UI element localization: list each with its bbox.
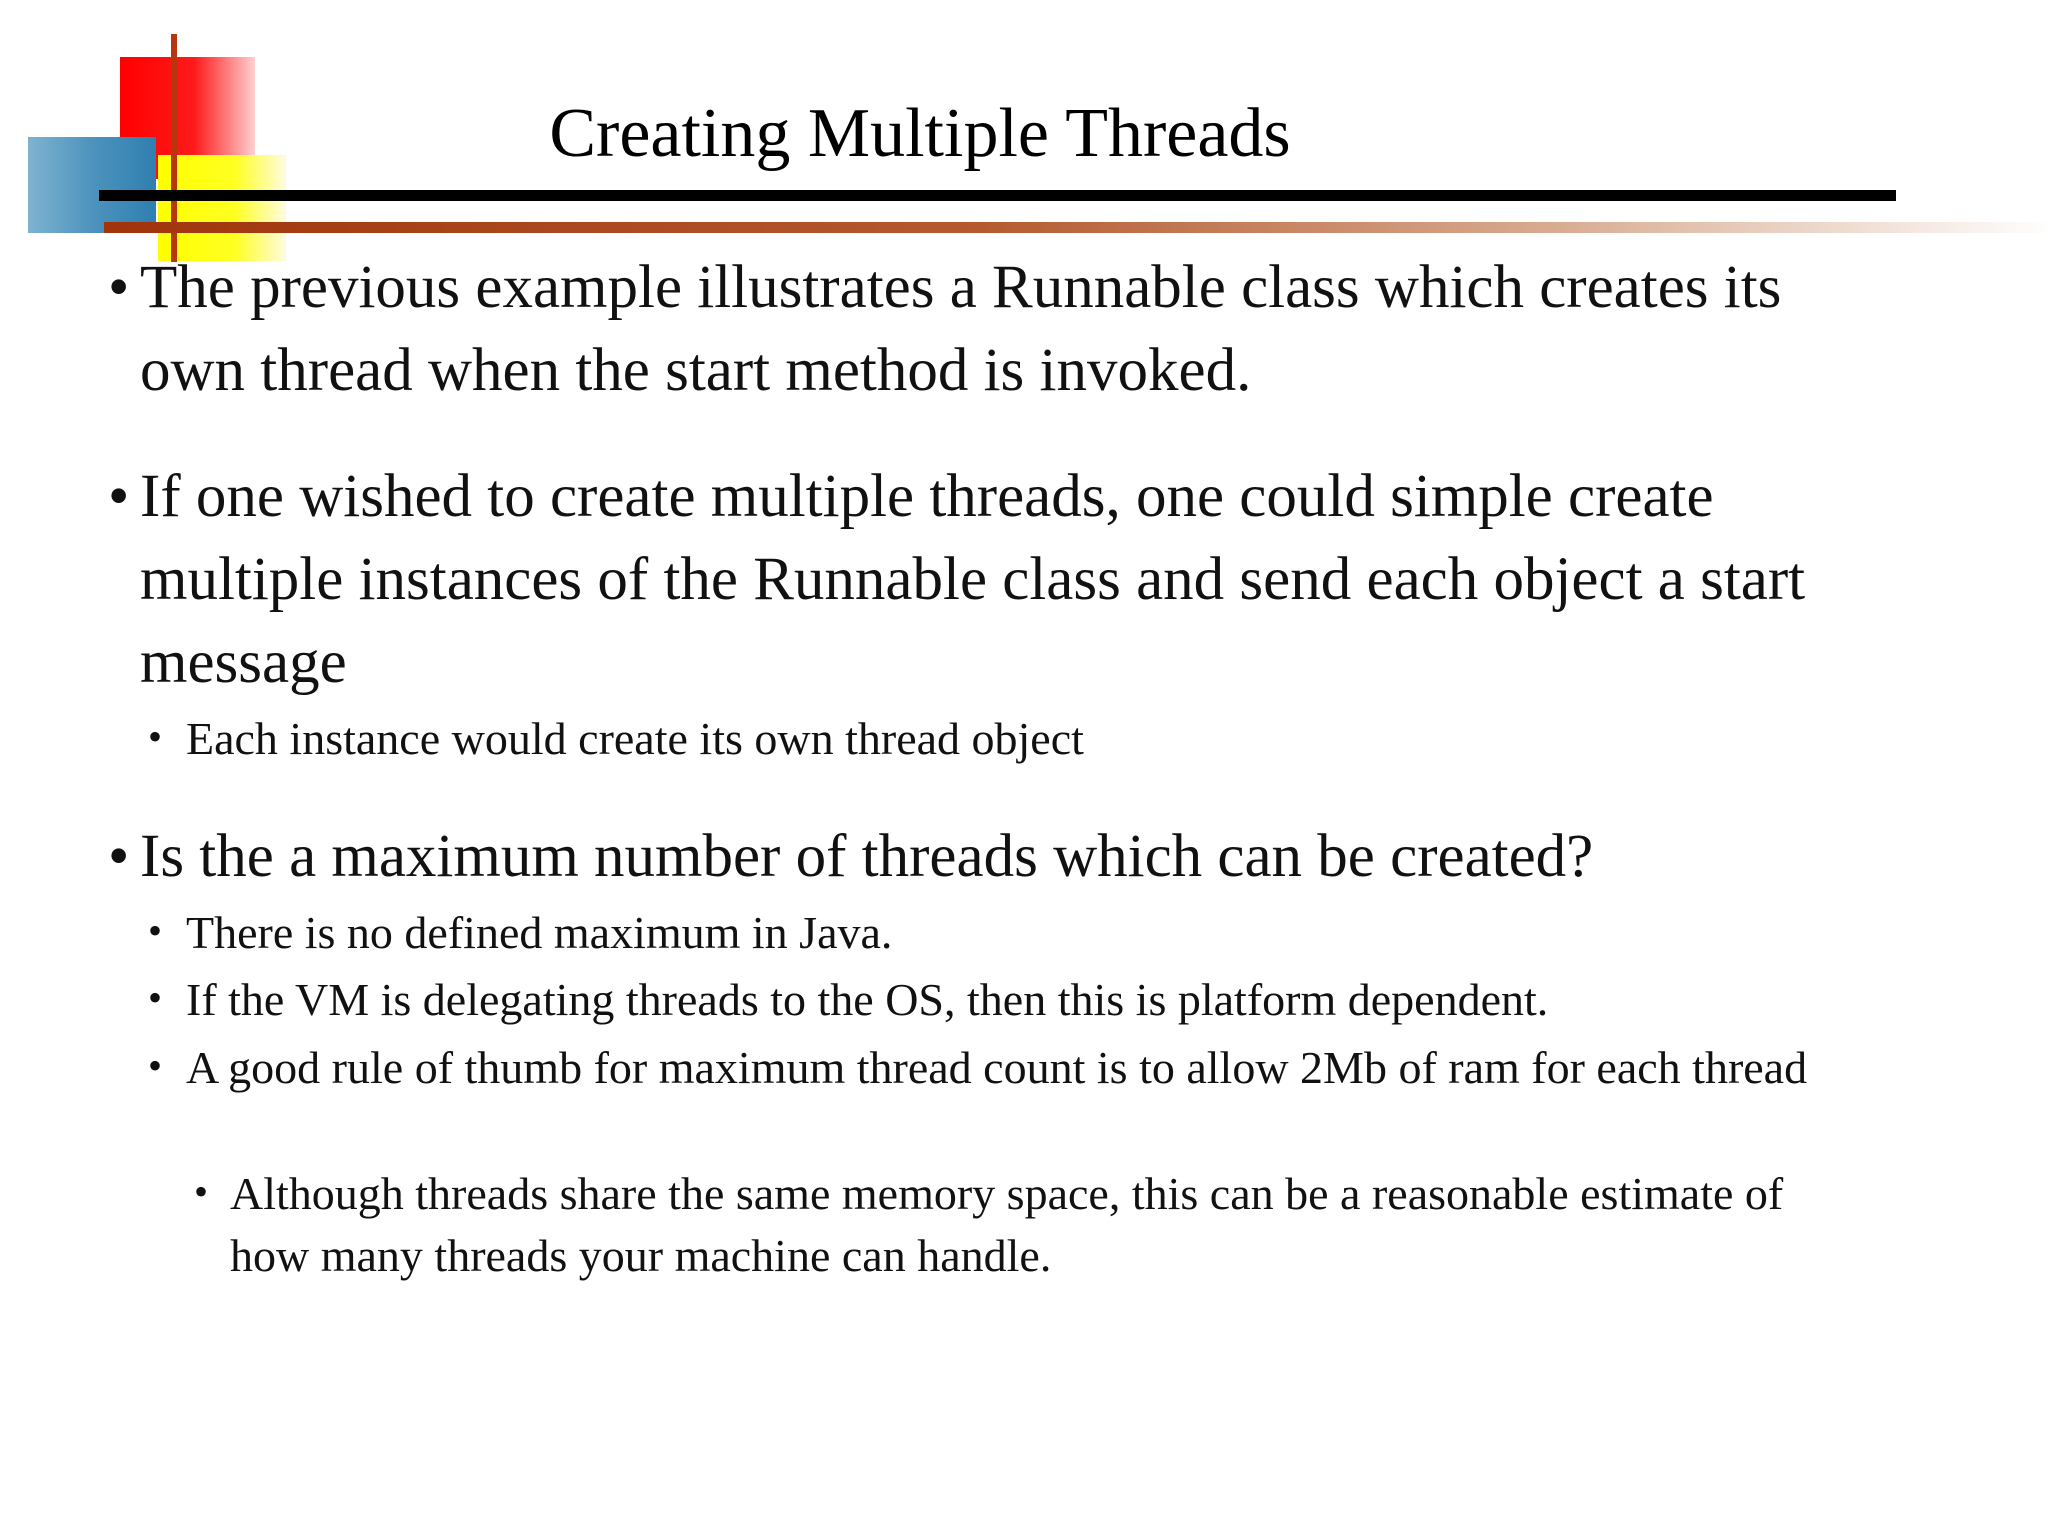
bullet-2-sub-1-text: Each instance would create its own thread object — [186, 713, 1084, 764]
bullet-2 — [108, 455, 1900, 704]
bullet-3-sub-3-sub-1-text: Although threads share the same memory space, this can be a reasonable estimate of how many threads your machine can handle. — [230, 1168, 1784, 1281]
bullet-marker: • — [148, 1043, 163, 1088]
bullet-marker: • — [194, 1169, 209, 1214]
bullet-3-sub-3-sub-1 — [194, 1163, 1790, 1287]
bullet-3-sub-2 — [148, 967, 1886, 1032]
bullet-marker: • — [148, 908, 163, 953]
bullet-marker: • — [108, 823, 130, 890]
bullet-marker: • — [108, 463, 130, 530]
bullet-1 — [108, 246, 1900, 412]
bullet-3-text: Is the a maximum number of threads which can be created? — [140, 823, 1594, 890]
bullet-3-sub-3 — [148, 1035, 1886, 1100]
bullet-marker: • — [108, 254, 130, 321]
bullet-3-sub-2-text: If the VM is delegating threads to the OS, then this is platform dependent. — [186, 974, 1549, 1025]
logo-blue-square — [28, 137, 156, 233]
bullet-3-sub-3-text: A good rule of thumb for maximum thread count is to allow 2Mb of ram for each thread — [186, 1042, 1808, 1093]
bullet-3-sub-1-text: There is no defined maximum in Java. — [186, 907, 893, 958]
bullet-3-sub-1 — [148, 900, 1886, 965]
slide-title: Creating Multiple Threads — [549, 95, 1291, 172]
bullet-2-sub-1 — [148, 706, 1886, 771]
bullet-3 — [108, 815, 1900, 898]
bullet-1-text: The previous example illustrates a Runnable class which creates its own thread when the start method is invoked. — [140, 254, 1782, 404]
bullet-marker: • — [148, 975, 163, 1020]
bullet-marker: • — [148, 714, 163, 759]
decorative-gradient-rule — [104, 222, 2048, 233]
bullet-2-text: If one wished to create multiple threads, one could simple create multiple instances of the Runnable class and send each object a start message — [140, 463, 1806, 696]
title-underline-rule — [99, 190, 1896, 201]
